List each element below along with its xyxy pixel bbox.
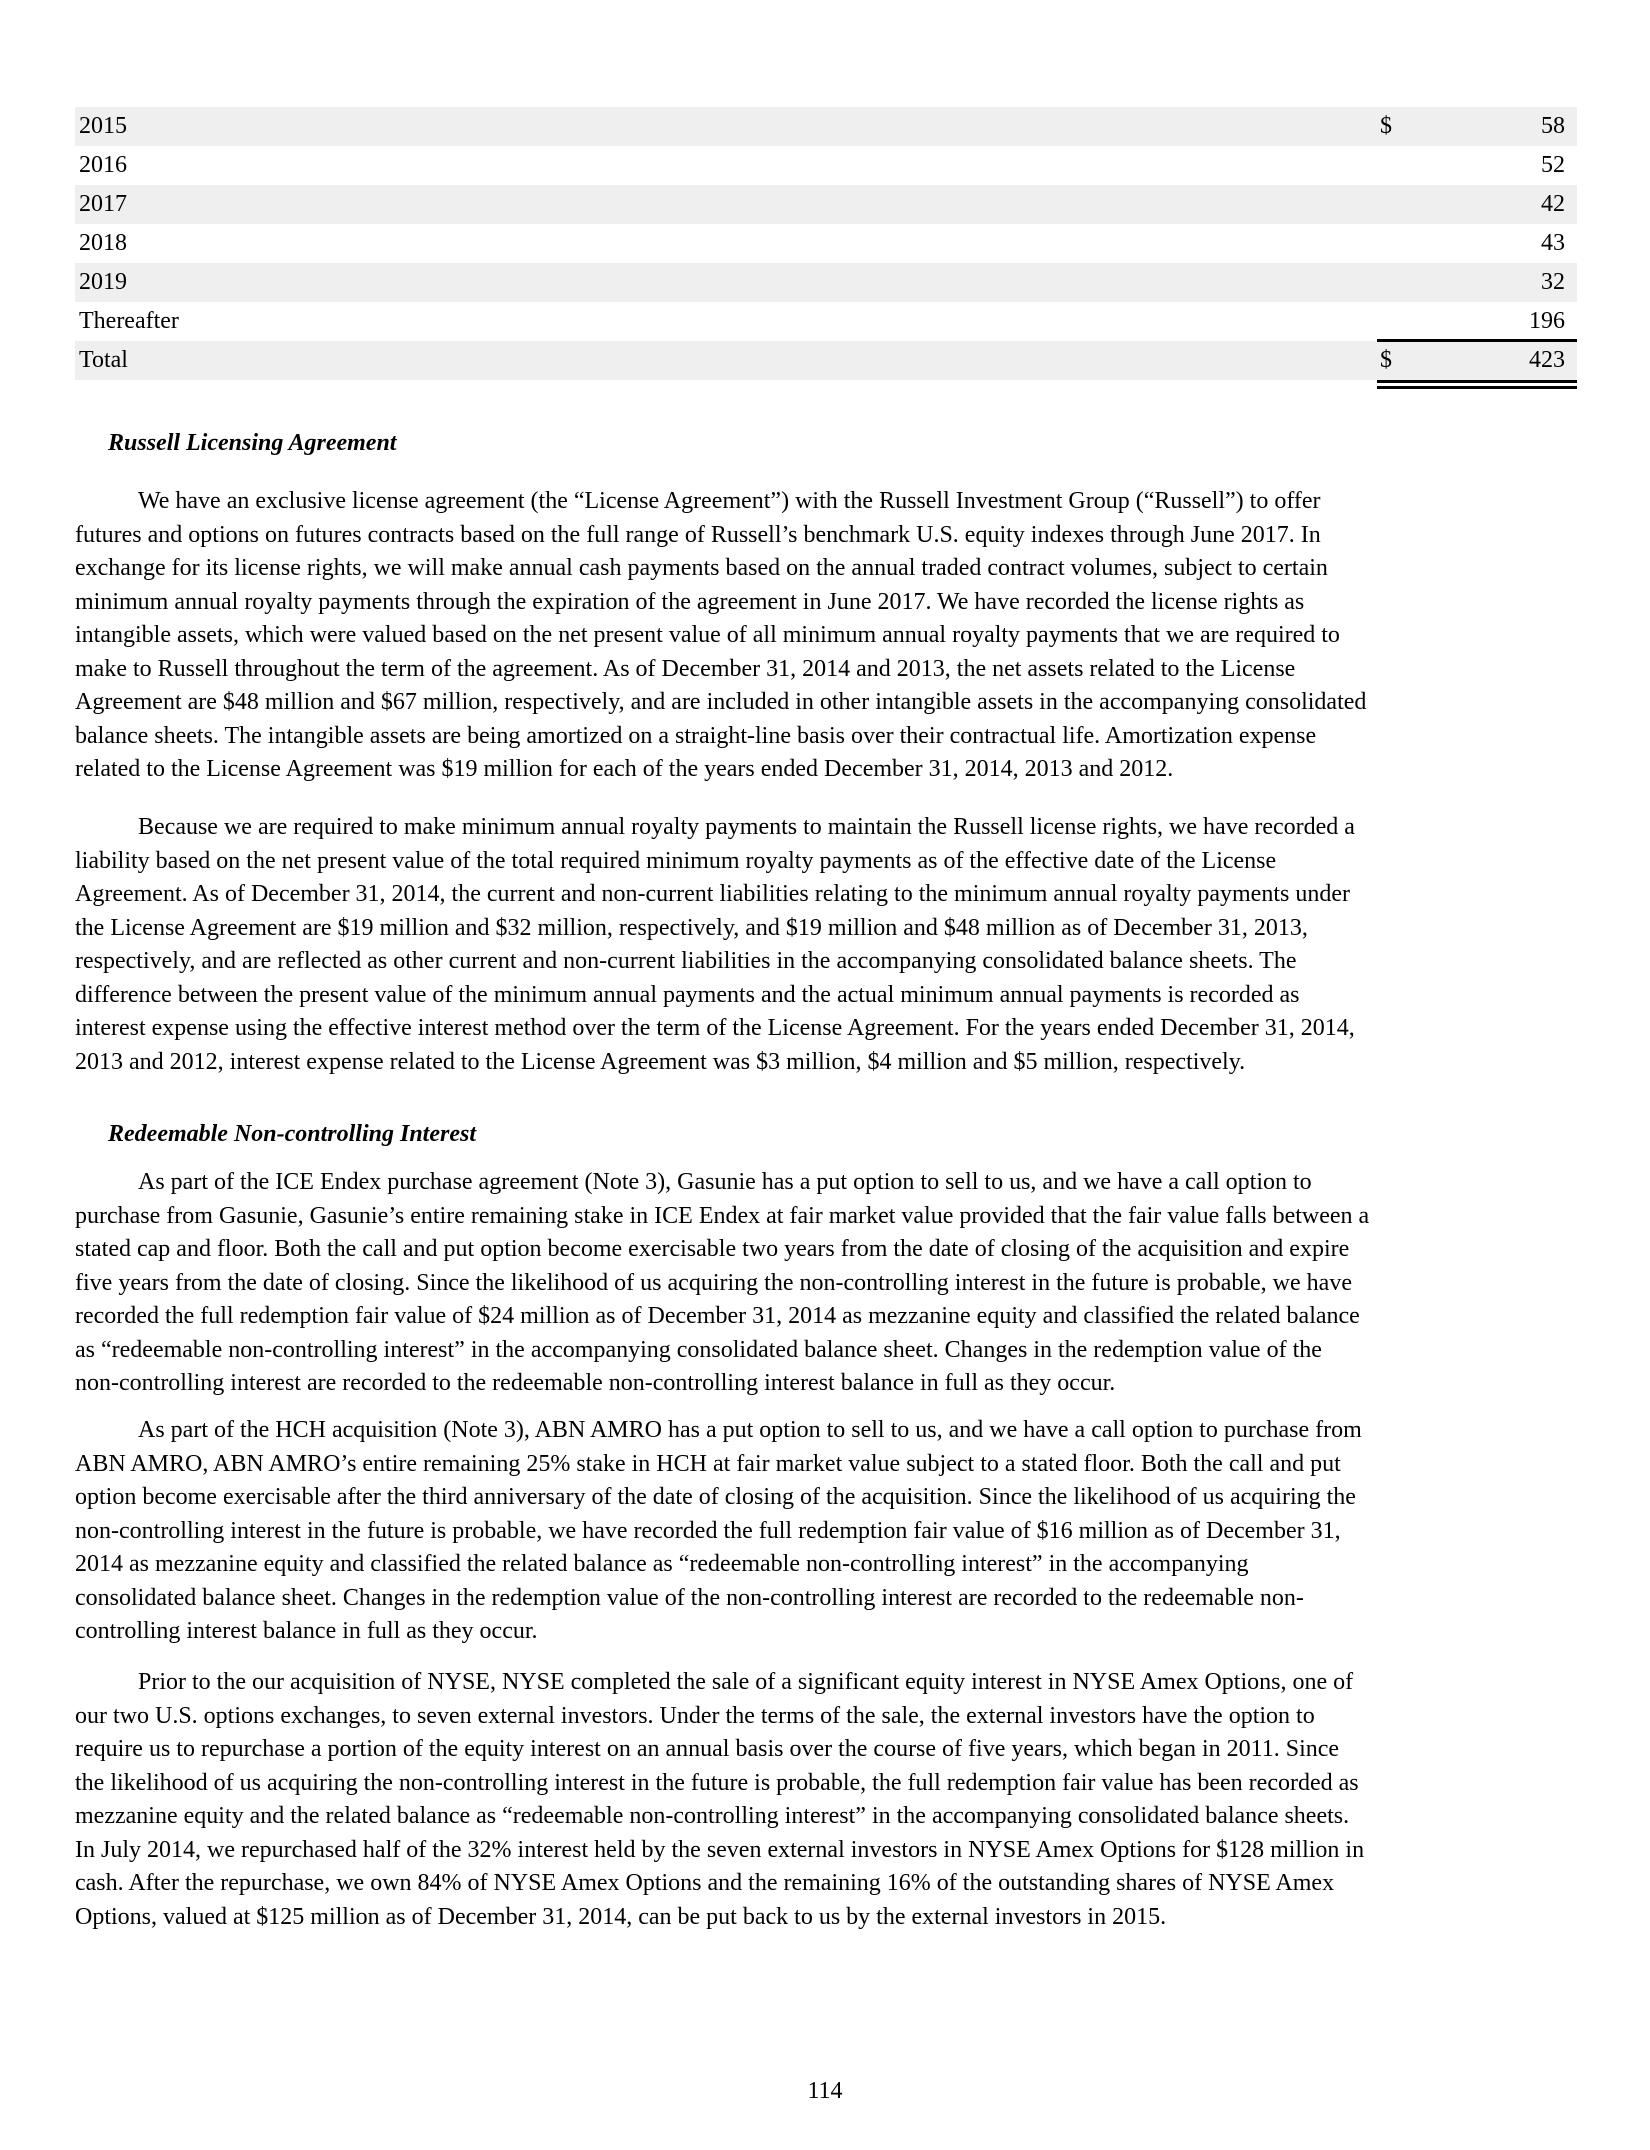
paragraph-line: exchange for its license rights, we will make annual cash payments based on the annual traded contract volumes, subject to certain xyxy=(75,555,1328,581)
paragraph-line: We have an exclusive license agreement (the “License Agreement”) with the Russell Investment Group (“Russell”) to offer xyxy=(138,488,1321,514)
table-row xyxy=(75,146,1577,185)
paragraph-line: In July 2014, we repurchased half of the 32% interest held by the seven external investors in NYSE Amex Options for $128 million in xyxy=(75,1836,1365,1863)
table-row xyxy=(75,263,1577,302)
paragraph-line: mezzanine equity and the related balance as “redeemable non-controlling interest” in the accompanying consolidated balance sheets. xyxy=(75,1803,1350,1829)
row-label: 2017 xyxy=(79,191,127,217)
paragraph-line: consolidated balance sheet. Changes in the redemption value of the non-controlling interest are recorded to the redeemable non- xyxy=(75,1584,1304,1611)
row-value: 32 xyxy=(1541,269,1565,295)
paragraph-line: As part of the ICE Endex purchase agreement (Note 3), Gasunie has a put option to sell to us, and we have a call option to xyxy=(138,1169,1312,1195)
paragraph-line: interest expense using the effective interest method over the term of the License Agreement. For the years ended December 31, 2014, xyxy=(75,1015,1355,1041)
paragraph xyxy=(75,1166,1585,1401)
table-row xyxy=(75,107,1577,146)
currency-symbol: $ xyxy=(1380,347,1392,373)
paragraph-line: purchase from Gasunie, Gasunie’s entire remaining stake in ICE Endex at fair market value provided that the fair value falls between a xyxy=(75,1202,1370,1229)
row-label: 2018 xyxy=(79,230,127,256)
paragraph-line: non-controlling interest in the future is probable, we have recorded the full redemption fair value of $16 million as of December 31, xyxy=(75,1517,1341,1544)
paragraph-line: 2013 and 2012, interest expense related to the License Agreement was $3 million, $4 million and $5 million, respectively. xyxy=(75,1048,1246,1075)
paragraph-line: Options, valued at $125 million as of December 31, 2014, can be put back to us by the external investors in 2015. xyxy=(75,1903,1167,1930)
paragraph-line: recorded the full redemption fair value of $24 million as of December 31, 2014 as mezzanine equity and classified the related balance xyxy=(75,1303,1360,1329)
paragraph-line: Because we are required to make minimum annual royalty payments to maintain the Russell license rights, we have recorded a xyxy=(138,814,1355,840)
paragraph xyxy=(75,1666,1585,1934)
section-heading: Russell Licensing Agreement xyxy=(108,430,397,456)
paragraph-line: five years from the date of closing. Since the likelihood of us acquiring the non-controlling interest in the future is probable, we have xyxy=(75,1269,1352,1296)
row-label: 2016 xyxy=(79,152,127,178)
page-number: 114 xyxy=(807,2078,843,2104)
paragraph-line: Prior to the our acquisition of NYSE, NYSE completed the sale of a significant equity interest in NYSE Amex Options, one of xyxy=(138,1669,1354,1695)
paragraph xyxy=(75,1414,1585,1649)
row-label: 2019 xyxy=(79,269,127,295)
row-value: 196 xyxy=(1529,308,1565,334)
paragraph xyxy=(75,485,1585,787)
double-underline xyxy=(1377,380,1577,389)
paragraph-line: futures and options on futures contracts based on the full range of Russell’s benchmark U.S. equity indexes through June 2017. In xyxy=(75,521,1321,548)
table-row xyxy=(75,185,1577,224)
row-value: 423 xyxy=(1529,347,1565,373)
paragraph-line: cash. After the repurchase, we own 84% of NYSE Amex Options and the remaining 16% of the outstanding shares of NYSE Amex xyxy=(75,1870,1335,1896)
paragraph-line: respectively, and are reflected as other current and non-current liabilities in the accompanying consolidated balance sheets. The xyxy=(75,948,1297,974)
section-heading: Redeemable Non-controlling Interest xyxy=(108,1121,476,1147)
paragraph-line: intangible assets, which were valued based on the net present value of all minimum annual royalty payments that we are required to xyxy=(75,622,1340,648)
paragraph-line: As part of the HCH acquisition (Note 3), ABN AMRO has a put option to sell to us, and we have a call option to purchase from xyxy=(138,1417,1362,1443)
maturity-table xyxy=(75,107,1577,380)
row-value: 42 xyxy=(1541,191,1565,217)
paragraph-line: as “redeemable non-controlling interest” in the accompanying consolidated balance sheet. Changes in the redemption value of the xyxy=(75,1336,1322,1363)
paragraph-line: 2014 as mezzanine equity and classified the related balance as “redeemable non-controlling interest” in the accompanying xyxy=(75,1551,1249,1577)
table-row-total xyxy=(75,341,1577,380)
row-value: 43 xyxy=(1541,230,1565,256)
paragraph-line: balance sheets. The intangible assets are being amortized on a straight-line basis over their contractual life. Amortization expense xyxy=(75,722,1317,749)
currency-symbol: $ xyxy=(1380,113,1392,139)
paragraph-line: make to Russell throughout the term of the agreement. As of December 31, 2014 and 2013, the net assets related to the License xyxy=(75,655,1296,682)
paragraph-line: require us to repurchase a portion of the equity interest on an annual basis over the course of five years, which began in 2011. Since xyxy=(75,1736,1340,1762)
row-label: Thereafter xyxy=(79,308,179,334)
table-row xyxy=(75,224,1577,263)
row-label: 2015 xyxy=(79,113,127,139)
paragraph xyxy=(75,811,1585,1079)
paragraph-line: stated cap and floor. Both the call and put option become exercisable two years from the date of closing of the acquisition and expire xyxy=(75,1236,1350,1262)
paragraph-line: related to the License Agreement was $19 million for each of the years ended December 31, 2014, 2013 and 2012. xyxy=(75,756,1174,782)
paragraph-line: controlling interest balance in full as they occur. xyxy=(75,1618,538,1644)
paragraph-line: Agreement are $48 million and $67 million, respectively, and are included in other intangible assets in the accompanying consolidated xyxy=(75,689,1367,715)
paragraph-line: non-controlling interest are recorded to the redeemable non-controlling interest balance in full as they occur. xyxy=(75,1370,1116,1396)
paragraph-line: ABN AMRO, ABN AMRO’s entire remaining 25% stake in HCH at fair market value subject to a stated floor. Both the call and put xyxy=(75,1450,1341,1477)
row-value: 58 xyxy=(1541,113,1565,139)
row-label: Total xyxy=(79,347,128,373)
row-value: 52 xyxy=(1541,152,1565,178)
paragraph-line: minimum annual royalty payments through the expiration of the agreement in June 2017. We have recorded the license rights as xyxy=(75,588,1305,615)
paragraph-line: option become exercisable after the third anniversary of the date of closing of the acquisition. Since the likelihood of us acquiring the xyxy=(75,1484,1356,1510)
paragraph-line: difference between the present value of the minimum annual payments and the actual minimum annual payments is recorded as xyxy=(75,981,1300,1008)
paragraph-line: liability based on the net present value of the total required minimum royalty payments as of the effective date of the License xyxy=(75,847,1277,874)
paragraph-line: Agreement. As of December 31, 2014, the current and non-current liabilities relating to the minimum annual royalty payments under xyxy=(75,881,1350,907)
paragraph-line: our two U.S. options exchanges, to seven external investors. Under the terms of the sale, the external investors have the option to xyxy=(75,1702,1315,1729)
table-row xyxy=(75,302,1577,341)
paragraph-line: the likelihood of us acquiring the non-controlling interest in the future is probable, the full redemption fair value has been recorded as xyxy=(75,1769,1359,1796)
paragraph-line: the License Agreement are $19 million and $32 million, respectively, and $19 million and $48 million as of December 31, 2013, xyxy=(75,914,1308,941)
